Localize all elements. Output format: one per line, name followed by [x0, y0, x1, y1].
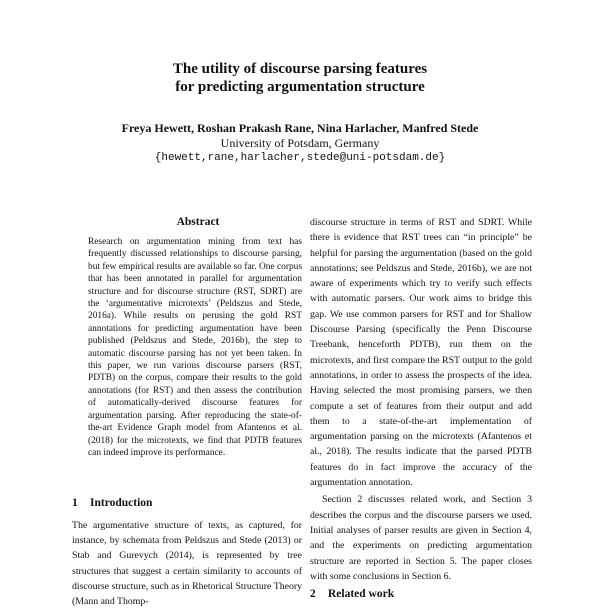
title-line-1: The utility of discourse parsing features [172, 61, 428, 77]
section-heading-introduction [72, 496, 152, 510]
right-column-paragraph-1: discourse structure in terms of RST and SDRT. While there is evidence that RST trees can “in principle” be helpful for parsing the argumentation (based on the gold annotations; see Peldszus and Stede, 2016b), we are not aware of experiments which try to verify such effects with automatic parsers. Our work aims to bridge this gap. We use common parsers for RST and for Shallow Discourse Parsing (specifically the Penn Discourse Treebank, henceforth PDTB), run them on the microtexts, and first compare the RST output to the gold annotations, in order to assess the prospects of the idea. Having selected the most promising parsers, we then compute a set of features from their output and add them to a state-of-the-art implementation of argumentation parsing on the microtexts (Afantenos et al., 2018). The results indicate that the parsed PDTB features do in fact improve the accuracy of the argumentation annotation. [310, 217, 532, 489]
section-title: Related work [328, 588, 395, 600]
right-column-paragraph-2: Section 2 discusses related work, and Section 3 describes the corpus and the discourse parsers we used. Initial analyses of parser results are given in Section 4, and the experiments on predicting argumentation structure are reported in Section 5. The paper closes with some conclusions in Section 6. [310, 494, 532, 582]
right-column-text [310, 215, 532, 584]
author-list: Freya Hewett, Roshan Prakash Rane, Nina Harlacher, Manfred Stede [121, 121, 479, 135]
section-heading-related-work [310, 587, 394, 601]
introduction-text [72, 518, 302, 609]
abstract-paragraph: Research on argumentation mining from text has frequently discussed relationships to discourse parsing, but few empirical results are available so far. One corpus that has been annotated in parallel for argumentation structure and for discourse structure (RST, SDRT) are the ‘argumentative microtexts’ (Peldszus and Stede, 2016a). While results on perusing the gold RST annotations for predicting argumentation have been published (Peldszus and Stede, 2016b), the step to automatic discourse parsing has not yet been taken. In this paper, we run various discourse parsers (RST, PDTB) on the corpus, compare their results to the gold annotations (for RST) and then assess the contribution of automatically-derived discourse features for argumentation parsing. After reproducing the state-of-the-art Evidence Graph model from Afantenos et al. (2018) for the microtexts, we find that PDTB features can indeed improve its performance. [88, 237, 302, 458]
title-line-2: for predicting argumentation structure [175, 79, 425, 95]
affiliation: University of Potsdam, Germany [220, 136, 380, 150]
section-number: 2 [310, 588, 316, 600]
abstract-text [88, 236, 302, 459]
author-emails: {hewett,rane,harlacher,stede@uni-potsdam.de} [154, 152, 446, 164]
introduction-paragraph: The argumentative structure of texts, as captured, for instance, by schemata from Peldszus and Stede (2013) or Stab and Gurevych (2014), is represented by tree structures that suggest a certain similarity to accounts of discourse structure, such as in Rhetorical Structure Theory (Mann and Thomp- [72, 520, 302, 608]
paper-title [0, 60, 600, 96]
section-number: 1 [72, 497, 78, 509]
abstract-heading: Abstract [176, 216, 220, 228]
section-title: Introduction [90, 497, 153, 509]
